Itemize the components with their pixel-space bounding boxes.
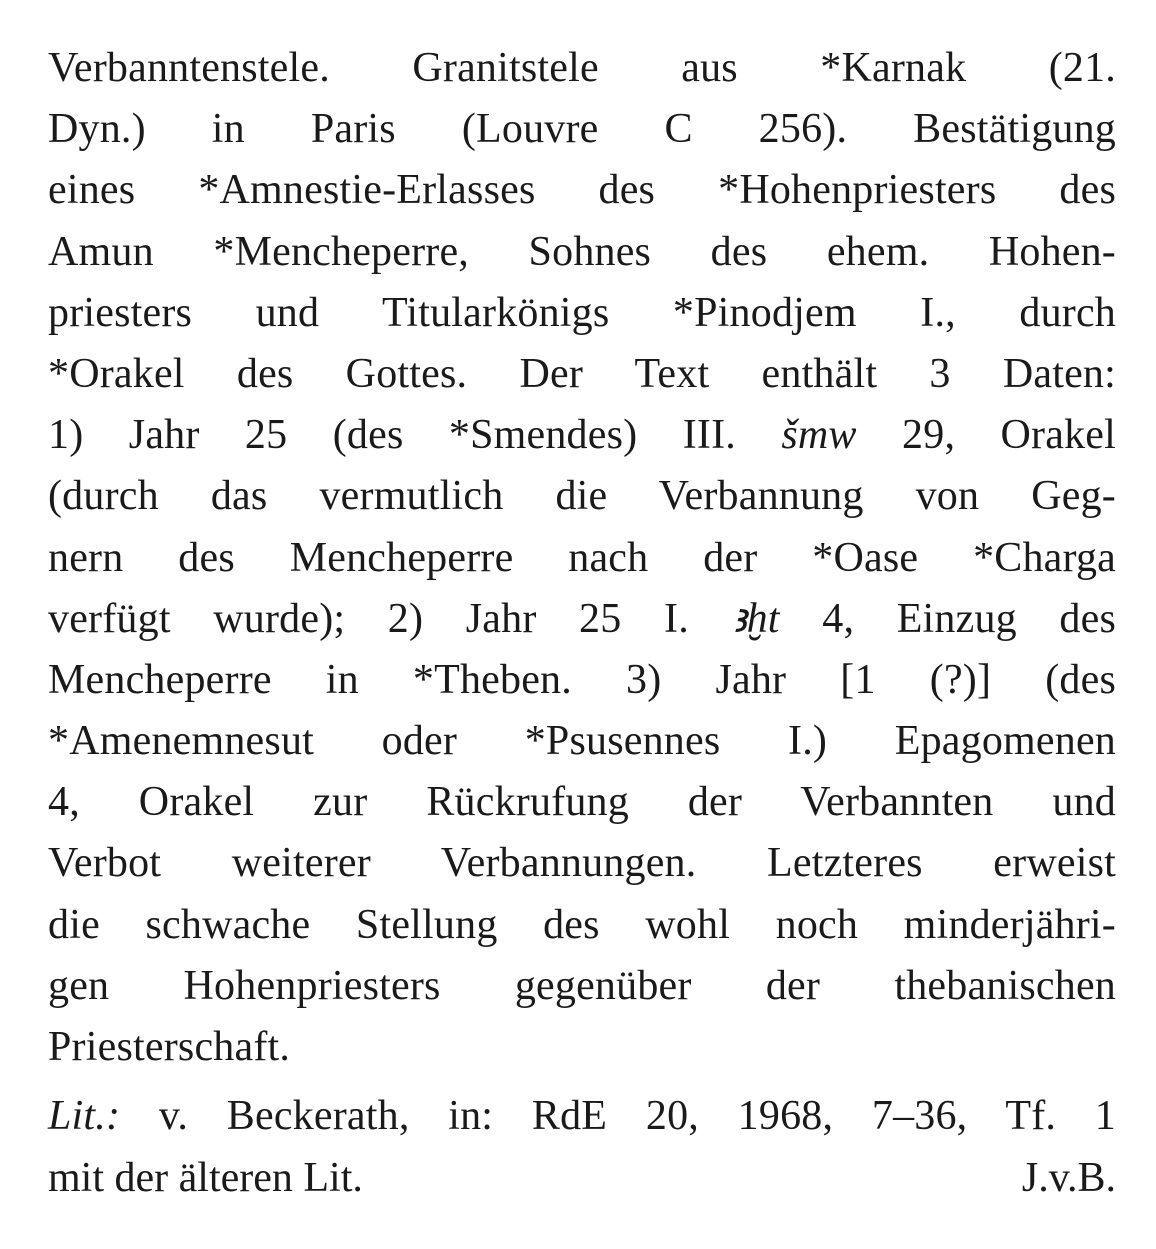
literature-note: mit der älteren Lit. <box>48 1155 363 1201</box>
text-line: Amun *Mencheperre, Sohnes des ehem. Hohen- <box>48 228 1116 275</box>
literature-section <box>48 1085 1116 1209</box>
text-line: (durch das vermutlich die Verbannung von Geg- <box>48 473 1116 520</box>
text-line: die schwache Stellung des wohl noch minderjähri- <box>48 901 1116 948</box>
literature-line-2 <box>48 1147 1116 1209</box>
literature-line <box>48 1085 1116 1147</box>
text-line: eines *Amnestie-Erlasses des *Hohenpriesters des <box>48 167 1116 214</box>
literature-label: Lit.: <box>48 1093 121 1139</box>
text-line: priesters und Titularkönigs *Pinodjem I., durch <box>48 289 1116 336</box>
text-line: *Amenemnesut oder *Psusennes I.) Epagomenen <box>48 718 1116 765</box>
text-line: nern des Mencheperre nach der *Oase *Charga <box>48 534 1116 581</box>
text-line: *Orakel des Gottes. Der Text enthält 3 Daten: <box>48 350 1116 397</box>
literature-reference: v. Beckerath, in: RdE 20, 1968, 7–36, Tf. 1 <box>120 1093 1116 1139</box>
author-initials: J.v.B. <box>1021 1155 1116 1201</box>
text-line: Verbot weiterer Verbannungen. Letzteres erweist <box>48 840 1116 887</box>
text-line: Mencheperre in *Theben. 3) Jahr [1 (?)] (des <box>48 656 1116 703</box>
text-line: Dyn.) in Paris (Louvre C 256). Bestätigung <box>48 106 1116 153</box>
text-line: Verbanntenstele. Granitstele aus *Karnak (21. <box>48 45 1116 91</box>
text-line: Priesterschaft. <box>48 1024 291 1070</box>
text-line: 1) Jahr 25 (des *Smendes) III. šmw 29, Orakel <box>48 412 1116 459</box>
article-body <box>48 38 1116 1078</box>
text-line: gen Hohenpriesters gegenüber der thebanischen <box>48 962 1116 1009</box>
text-line: verfügt wurde); 2) Jahr 25 I. ꜣḫt 4, Einzug des <box>48 595 1116 642</box>
text-line: 4, Orakel zur Rückrufung der Verbannten und <box>48 779 1116 826</box>
